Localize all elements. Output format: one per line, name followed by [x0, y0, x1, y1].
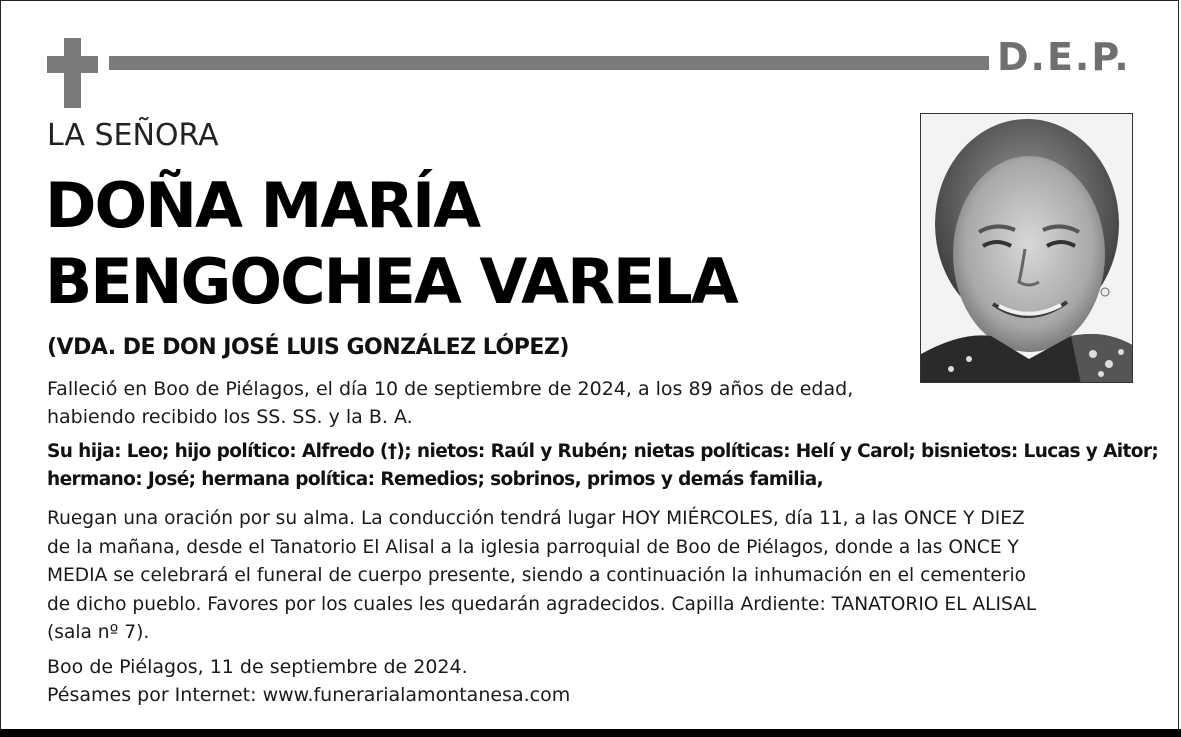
- header-rule: [109, 56, 989, 70]
- service-details: [47, 505, 1036, 648]
- death-line-2: habiendo recibido los SS. SS. y la B. A.: [47, 406, 413, 428]
- portrait-image: [921, 114, 1133, 383]
- footer: [47, 653, 570, 709]
- service-line-2: de la mañana, desde el Tanatorio El Alisal a la iglesia parroquial de Boo de Piélagos, donde a las ONCE Y: [47, 536, 1019, 558]
- cross-icon: [64, 38, 81, 108]
- condolences-line: Pésames por Internet: www.funerarialamontanesa.com: [47, 684, 571, 706]
- death-line-1: Falleció en Boo de Piélagos, el día 10 de septiembre de 2024, a los 89 años de edad,: [47, 378, 854, 400]
- cross-icon-bar: [47, 56, 98, 73]
- family-line-1: Su hija: Leo; hijo político: Alfredo (†); nietos: Raúl y Rubén; nietas políticas: Helí y Carol; bisnietos: Lucas y Aitor;: [47, 441, 1159, 462]
- bottom-bar: [0, 729, 1181, 737]
- service-line-4: de dicho pueblo. Favores por los cuales les quedarán agradecidos. Capilla Ardiente: TANATORIO EL ALISAL: [47, 593, 1037, 615]
- widow-line: (VDA. DE DON JOSÉ LUIS GONZÁLEZ LÓPEZ): [47, 335, 569, 360]
- family-list: [47, 438, 1158, 494]
- place-date: Boo de Piélagos, 11 de septiembre de 2024.: [47, 656, 468, 678]
- service-line-1: Ruegan una oración por su alma. La conducción tendrá lugar HOY MIÉRCOLES, día 11, a las ONCE Y DIEZ: [47, 508, 1025, 529]
- deceased-name: [45, 168, 737, 320]
- family-line-2: hermano: José; hermana política: Remedios; sobrinos, primos y demás familia,: [47, 469, 824, 490]
- deceased-name-line-1: DOÑA MARÍA: [45, 169, 480, 242]
- deceased-name-line-2: BENGOCHEA VARELA: [45, 245, 737, 318]
- dep-label: D.E.P.: [997, 35, 1131, 79]
- portrait-photo: [920, 113, 1133, 383]
- death-announcement: [47, 375, 853, 431]
- service-line-3: MEDIA se celebrará el funeral de cuerpo presente, siendo a continuación la inhumación en el cementerio: [47, 565, 1027, 586]
- intro-label: LA SEÑORA: [47, 118, 219, 153]
- service-line-5: (sala nº 7).: [47, 622, 150, 643]
